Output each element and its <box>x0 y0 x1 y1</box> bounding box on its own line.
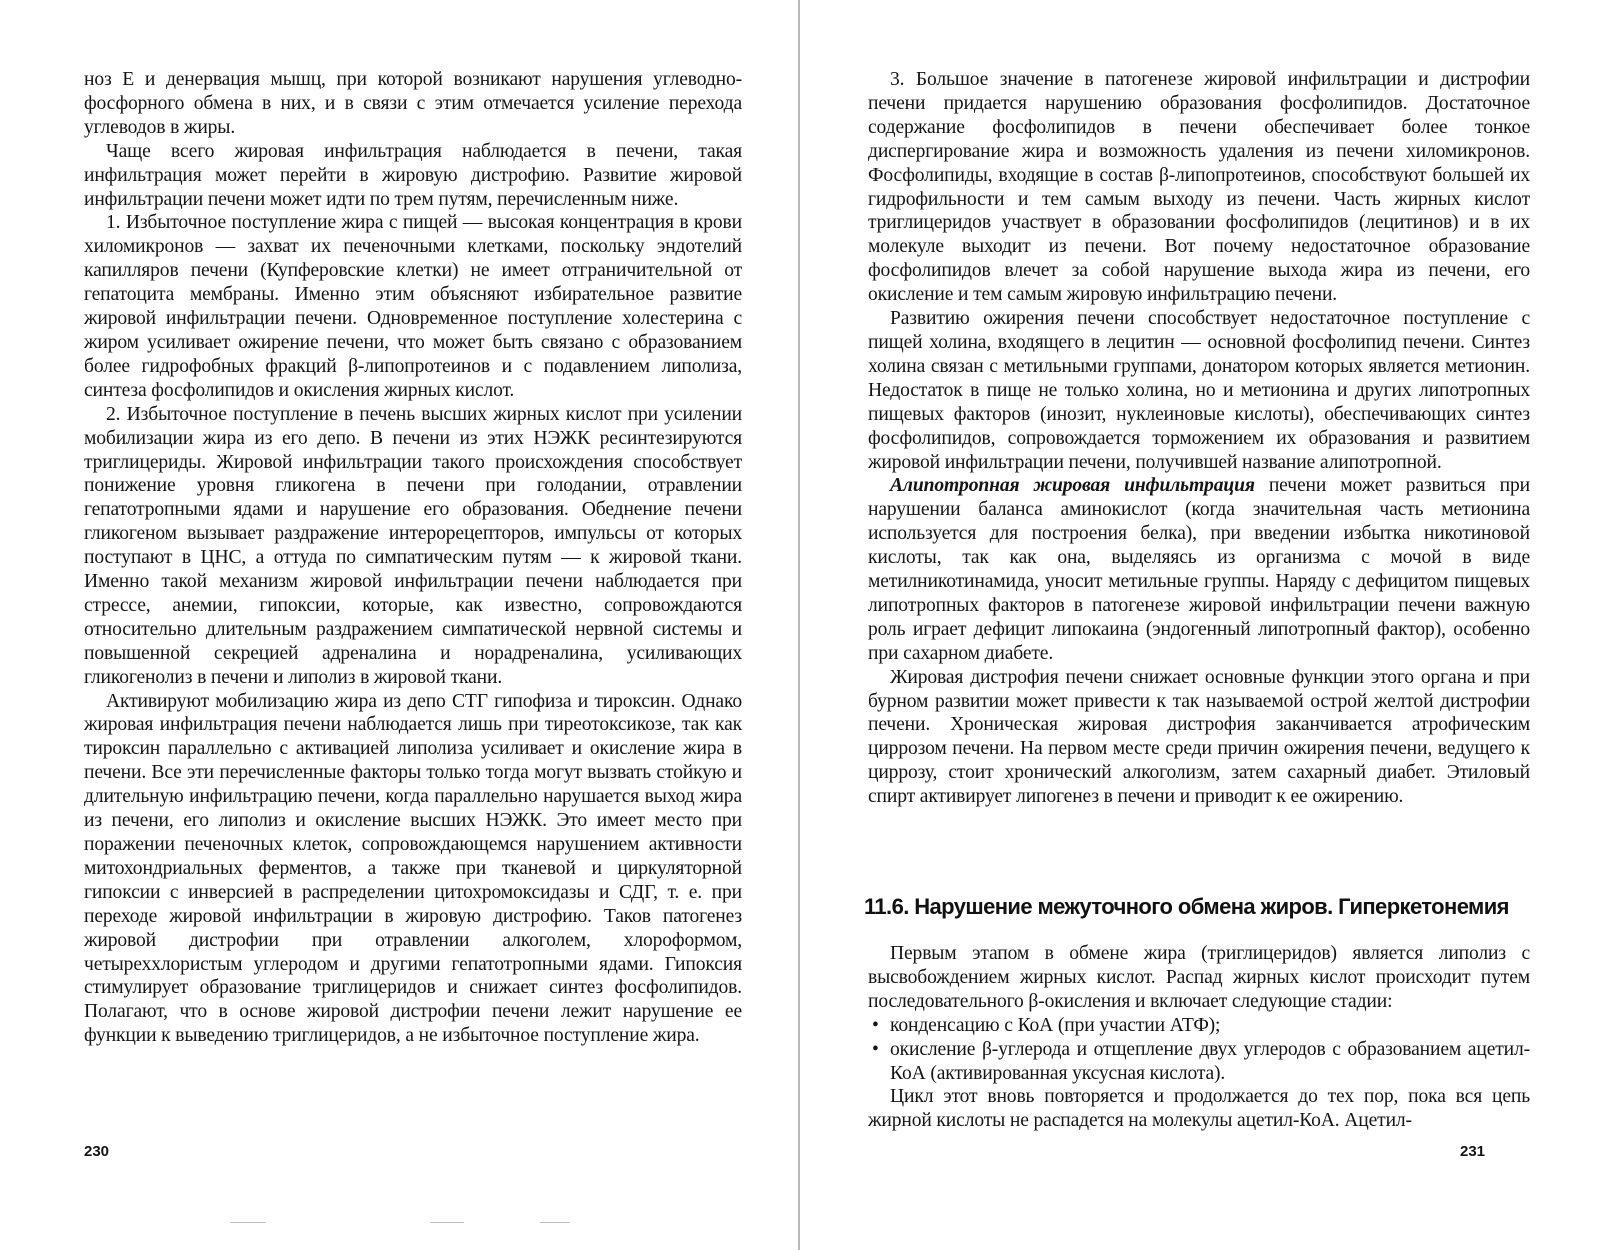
list-item <box>868 1038 1530 1086</box>
paragraph: Цикл этот вновь повторяется и продолжается до тех пор, пока вся цепь жирной кислоты не распадется на молекулы ацетил-КоА. Ацетил- <box>868 1086 1530 1132</box>
numbered-paragraph-1: 1. Избыточное поступление жира с пищей — высокая концентрация в крови хиломикронов — захват их печеночными клетками, поскольку эндотелий капилляров печени (Купферовские клетки) не имеет отграничительной от гепатоцита мембраны. Именно этим объясняют избирательное развитие жировой инфильтрации печени. Одновременное поступление холестерина с жиром усиливает ожирение печени, что может быть связано с образованием более гидрофобных фракций β-липопротеинов и с подавлением липолиза, синтеза фосфолипидов и окисления жирных кислот. <box>84 212 742 401</box>
section-heading: 11.6. Нарушение межуточного обмена жиров. Гиперкетонемия <box>864 894 1509 919</box>
numbered-paragraph-2: 2. Избыточное поступление в печень высших жирных кислот при усилении мобилизации жира из его депо. В печени из этих НЭЖК ресинтезируются триглицериды. Жировой инфильтрации такого происхождения способствует понижение уровня гликогена в печени при голодании, отравлении гепатотропными ядами и нарушение его образования. Обеднение печени гликогеном вызывает раздражение интерорецепторов, импульсы от которых поступают в ЦНС, а оттуда по симпатическим путям — к жировой ткани. Именно такой механизм жировой инфильтрации печени наблюдается при стрессе, анемии, гипоксии, которые, как известно, сопровождаются относительно длительным раздражением симпатической нервной системы и повышенной секрецией адреналина и норадреналина, усиливающих гликогенолиз в печени и липолиз в жировой ткани. <box>84 403 742 688</box>
paragraph: Чаще всего жировая инфильтрация наблюдается в печени, такая инфильтрация может перейти в жировую дистрофию. Развитие жировой инфильтрации печени может идти по трем путям, перечисленным ниже. <box>84 140 742 210</box>
bullet-list <box>868 1014 1530 1086</box>
page-number: 230 <box>84 1143 110 1160</box>
list-item-text: конденсацию с КоА (при участии АТФ); <box>890 1014 1221 1036</box>
right-page <box>800 0 1600 1250</box>
bullet-icon: • <box>872 1038 879 1060</box>
emphasized-term: Алипотропная жировая инфильтрация <box>890 475 1255 497</box>
paragraph: Первым этапом в обмене жира (триглицеридов) является липолиз с высвобождением жирных кислот. Распад жирных кислот происходит путем последовательного β-окисления и включает следующие стадии: <box>868 943 1530 1012</box>
paragraph: ноз E и денервация мышц, при которой возникают нарушения углеводно-фосфорного обмена в них, и в связи с этим отмечается усиление перехода углеводов в жиры. <box>84 69 742 138</box>
paragraph: Развитию ожирения печени способствует недостаточное поступление с пищей холина, входящего в лецитин — основной фосфолипид печени. Синтез холина связан с метильными группами, донатором которых является метионин. Недостаток в пище не только холина, но и метионина и других липотропных пищевых факторов (инозит, нуклеиновые кислоты), обеспечивающих синтез фосфолипидов, сопровождается торможением их образования и развитием жировой инфильтрации печени, получившей название алипотропной. <box>868 308 1530 473</box>
bullet-icon: • <box>872 1014 879 1036</box>
list-item-text: окисление β-углерода и отщепление двух углеродов с образованием ацетил-КоА (активированная уксусная кислота). <box>890 1038 1530 1084</box>
paragraph-text: печени может развиться при нарушении баланса аминокислот (когда значительная часть метионина используется для построения белка), при введении избытка никотиновой кислоты, так как она, выделяясь из организма с мочой в виде метилникотинамида, уносит метильные группы. Наряду с дефицитом пищевых липотропных факторов в патогенезе жировой инфильтрации печени важную роль играет дефицит липокаина (эндогенный липотропный фактор), особенно при сахарном диабете. <box>868 475 1530 664</box>
scan-mark <box>540 1222 570 1223</box>
paragraph: Активируют мобилизацию жира из депо СТГ гипофиза и тироксин. Однако жировая инфильтрация печени наблюдается лишь при тиреотоксикозе, так как тироксин параллельно с активацией липолиза усиливает и окисление жира в печени. Все эти перечисленные факторы только тогда могут вызвать стойкую и длительную инфильтрацию печени, когда параллельно нарушается выход жира из печени, его липолиз и окисление высших НЭЖК. Это имеет место при поражении печеночных клеток, сопровождающемся нарушением активности митохондриальных ферментов, а также при тканевой и циркуляторной гипоксии с инверсией в распределении цитохромоксидазы и СДГ, т. е. при переходе жировой инфильтрации в жировую дистрофию. Таков патогенез жировой дистрофии при отравлении алкоголем, хлороформом, четыреххлористым углеродом и другими гепатотропными ядами. Гипоксия стимулирует образование триглицеридов и снижает синтез фосфолипидов. Полагают, что в основе жировой дистрофии печени лежит нарушение ее функции к выведению триглицеридов, а не избыточное поступление жира. <box>84 690 742 1047</box>
page-number: 231 <box>1460 1143 1486 1160</box>
list-item <box>868 1014 1530 1038</box>
paragraph: Жировая дистрофия печени снижает основные функции этого органа и при бурном развитии может привести к так называемой острой желтой дистрофии печени. Хроническая жировая дистрофия заканчивается атрофическим циррозом печени. На первом месте среди причин ожирения печени, ведущего к циррозу, стоит хронический алкоголизм, затем сахарный диабет. Этиловый спирт активирует липогенез в печени и приводит к ее ожирению. <box>868 666 1530 808</box>
right-page-body <box>868 68 1530 809</box>
scan-mark <box>430 1222 464 1223</box>
section-body <box>868 942 1530 1133</box>
numbered-paragraph-3: 3. Большое значение в патогенезе жировой инфильтрации и дистрофии печени придается нарушению образования фосфолипидов. Достаточное содержание фосфолипидов в печени обеспечивает более тонкое диспергирование жира и возможность удаления из печени хиломикронов. Фосфолипиды, входящие в состав β-липопротеинов, способствуют большей их гидрофильности и тем самым выходу из печени. Часть жирных кислот триглицеридов участвует в образовании фосфолипидов (лецитинов) и в их молекуле выходит из печени. Вот почему недостаточное образование фосфолипидов влечет за собой нарушение выхода жира из печени, его окисление и тем самым жировую инфильтрацию печени. <box>868 69 1530 306</box>
left-page-body <box>84 68 742 1048</box>
paragraph-alipotropic <box>868 474 1530 665</box>
scan-mark <box>230 1222 266 1223</box>
